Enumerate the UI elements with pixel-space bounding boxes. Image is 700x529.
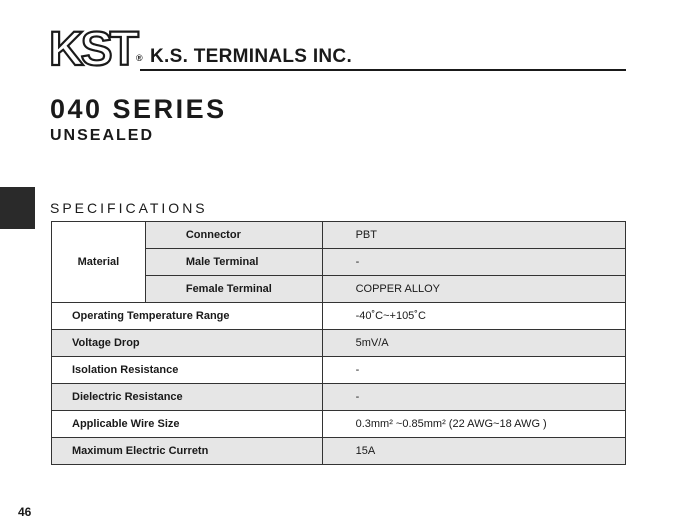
side-section-tab bbox=[0, 187, 35, 229]
spec-label: Applicable Wire Size bbox=[52, 411, 323, 438]
page-subtitle: UNSEALED bbox=[50, 127, 155, 144]
registered-mark: ® bbox=[136, 53, 143, 63]
spec-label: Voltage Drop bbox=[52, 330, 323, 357]
material-sub-label: Connector bbox=[145, 222, 322, 249]
spec-label: Isolation Resistance bbox=[52, 357, 323, 384]
header-divider bbox=[140, 69, 626, 71]
spec-value: - bbox=[322, 384, 625, 411]
section-heading: SPECIFICATIONS bbox=[50, 200, 208, 216]
page-title: 040 SERIES bbox=[50, 94, 227, 124]
spec-label: Maximum Electric Curretn bbox=[52, 438, 323, 465]
table-row bbox=[52, 438, 626, 465]
material-sub-value: COPPER ALLOY bbox=[322, 276, 625, 303]
spec-value: 5mV/A bbox=[322, 330, 625, 357]
spec-value: - bbox=[322, 357, 625, 384]
table-row bbox=[52, 384, 626, 411]
kst-logo bbox=[48, 24, 142, 70]
table-row bbox=[52, 357, 626, 384]
kst-logo-mark bbox=[48, 24, 142, 70]
table-row bbox=[52, 411, 626, 438]
svg-text:KST: KST bbox=[49, 24, 136, 70]
material-sub-label: Female Terminal bbox=[145, 276, 322, 303]
specifications-table bbox=[51, 221, 626, 465]
table-row bbox=[52, 330, 626, 357]
material-sub-value: PBT bbox=[322, 222, 625, 249]
page-number: 46 bbox=[18, 505, 32, 519]
table-row bbox=[52, 303, 626, 330]
spec-value: 0.3mm² ~0.85mm² (22 AWG~18 AWG ) bbox=[322, 411, 625, 438]
spec-value: 15A bbox=[322, 438, 625, 465]
spec-value: -40˚C~+105˚C bbox=[322, 303, 625, 330]
company-name: K.S. TERMINALS INC. bbox=[150, 46, 353, 67]
material-sub-label: Male Terminal bbox=[145, 249, 322, 276]
material-sub-value: - bbox=[322, 249, 625, 276]
table-row bbox=[52, 222, 626, 249]
spec-label: Operating Temperature Range bbox=[52, 303, 323, 330]
material-label: Material bbox=[52, 222, 146, 303]
spec-label: Dielectric Resistance bbox=[52, 384, 323, 411]
